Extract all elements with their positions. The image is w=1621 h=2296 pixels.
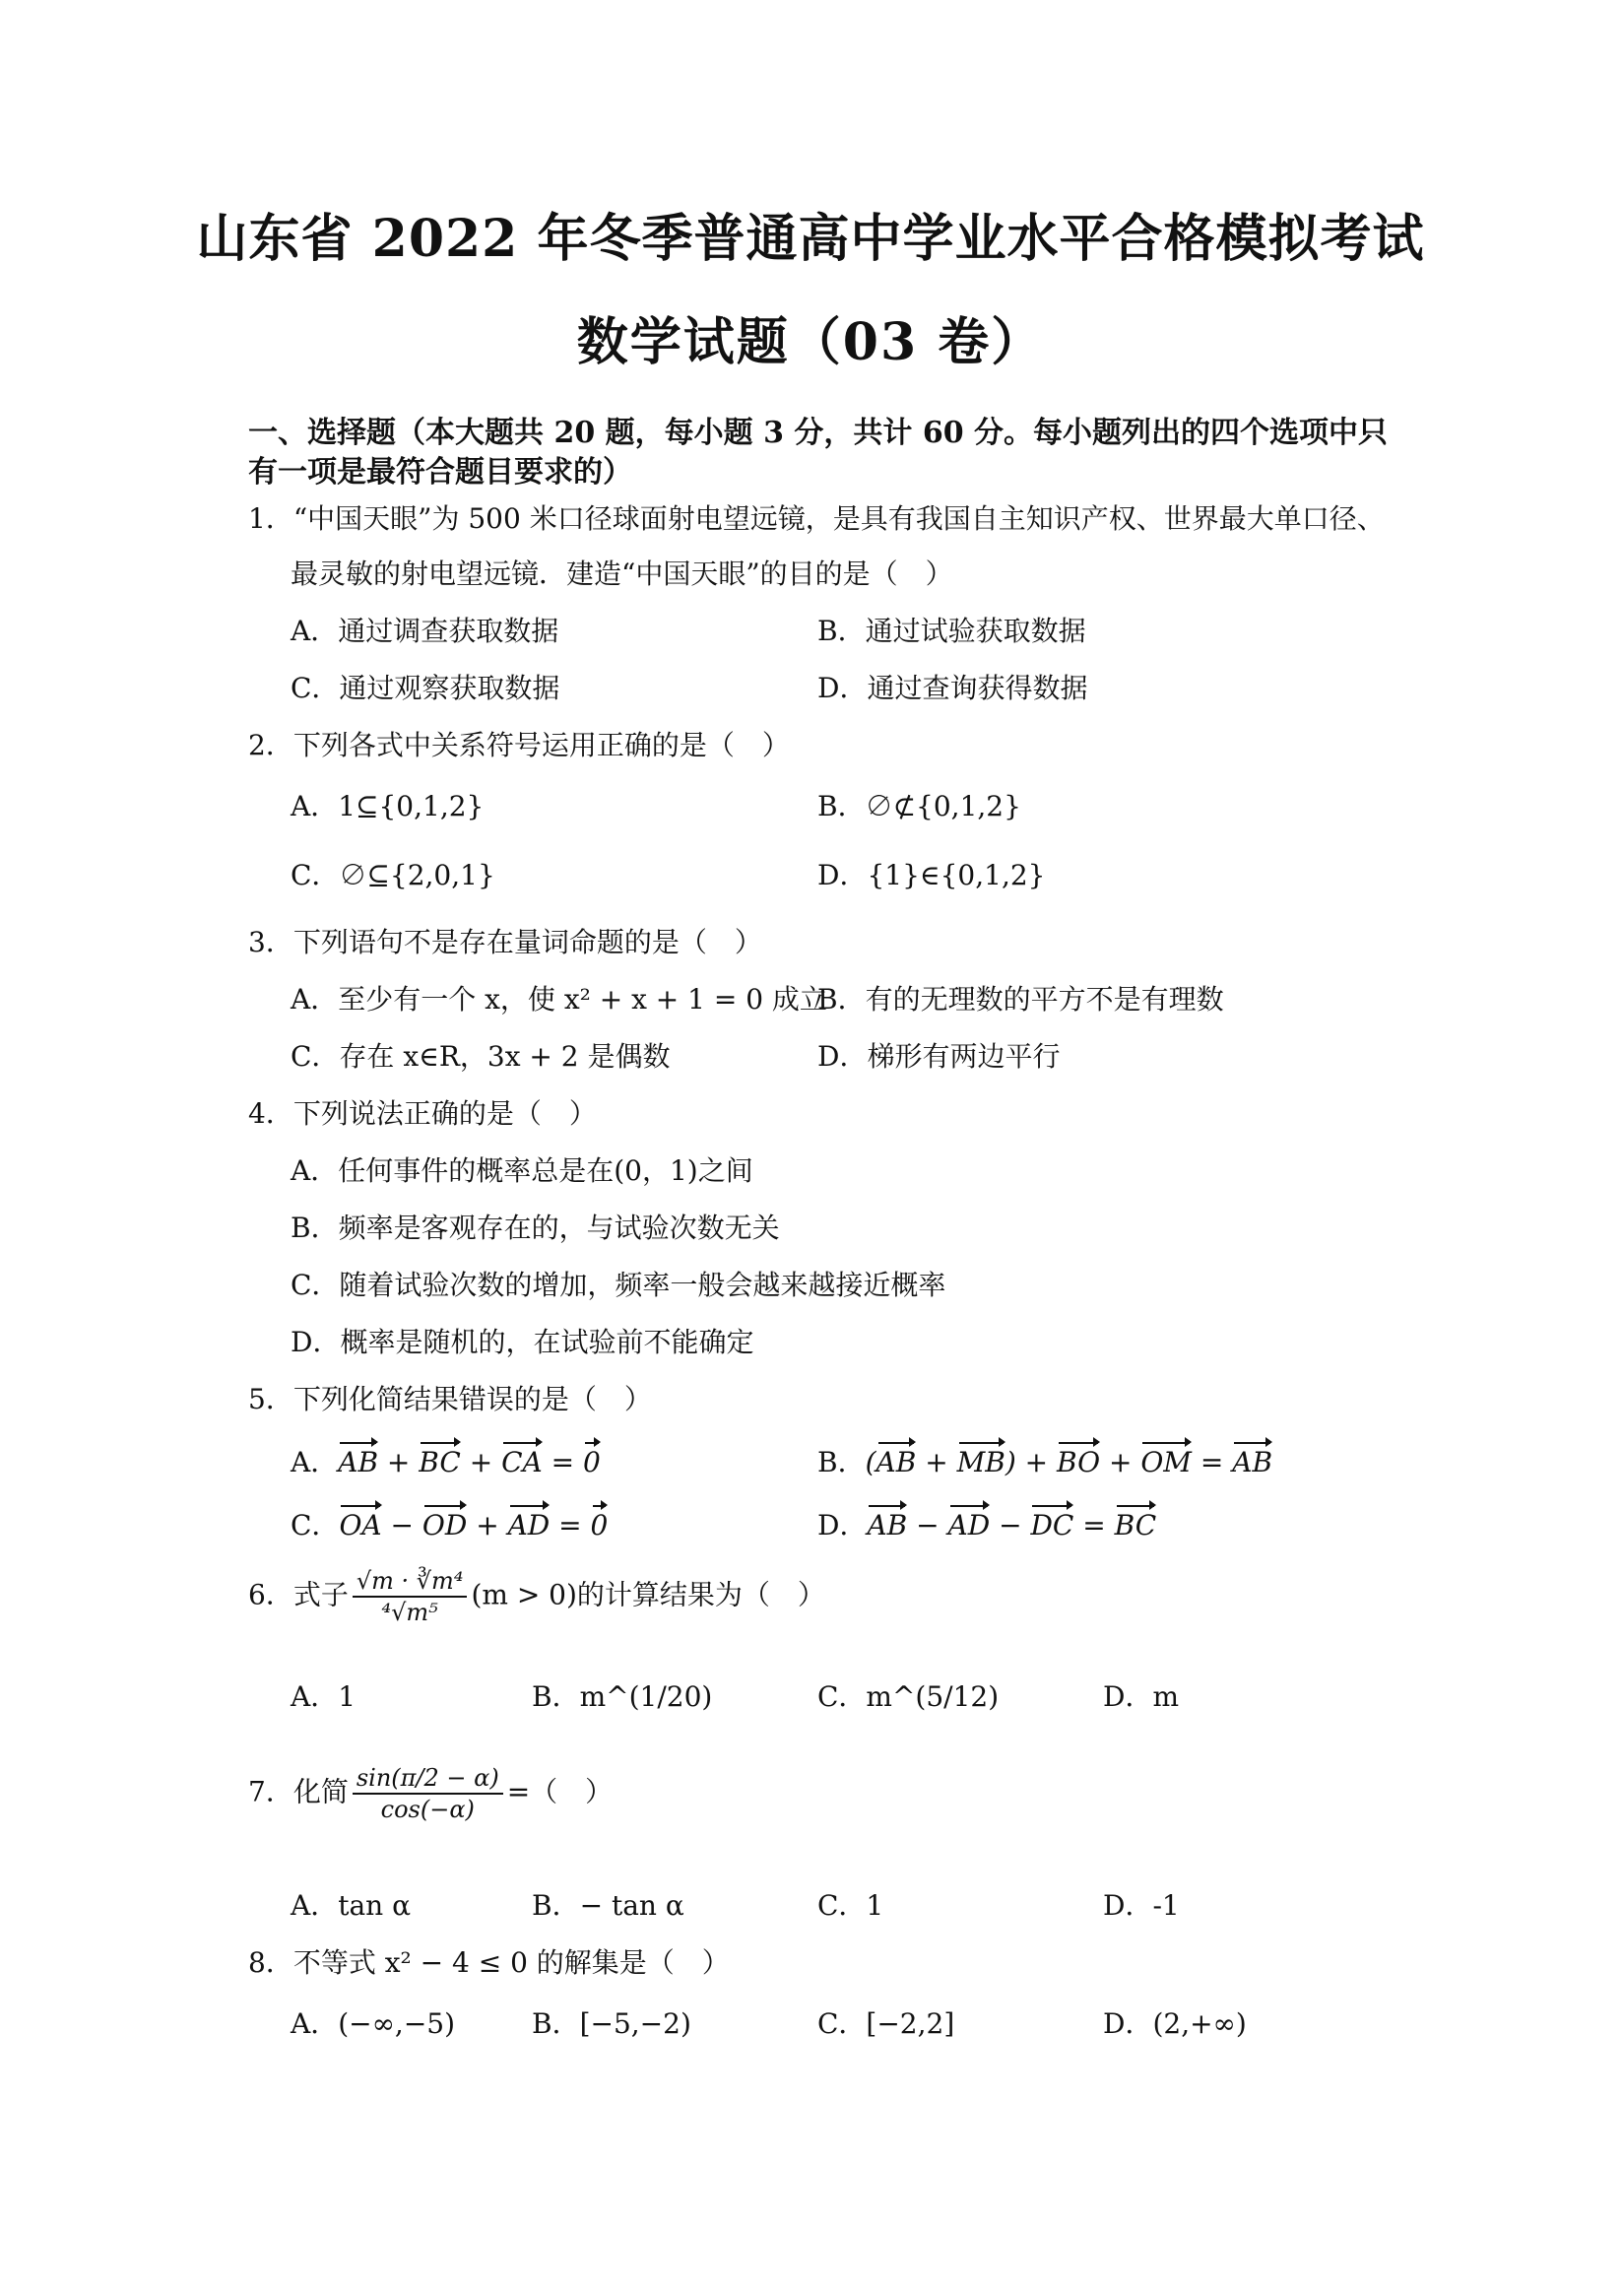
question-2-option-c: C．∅⊆{2,0,1} — [291, 859, 495, 891]
exam-title: 山东省 2022 年冬季普通高中学业水平合格模拟考试 — [196, 209, 1425, 269]
section-heading: 一、选择题（本大题共 20 题，每小题 3 分，共计 60 分。每小题列出的四个选项中只有一项是最符合题目要求的） — [248, 416, 1389, 490]
question-6-option-a: A．1 — [291, 1680, 357, 1713]
question-2-stem: 2．下列各式中关系符号运用正确的是（ ） — [248, 729, 790, 761]
question-2-option-b: B．∅⊄{0,1,2} — [817, 790, 1021, 822]
question-5-option-c: C．OA − OD + AD = 0 — [291, 1509, 609, 1542]
question-6-prefix: 6．式子 — [248, 1578, 349, 1611]
question-3-option-a: A．至少有一个 x，使 x² + x + 1 = 0 成立 — [291, 983, 827, 1016]
option-label: C． — [291, 1509, 340, 1542]
vector-mb: MB — [956, 1446, 1005, 1478]
question-7-stem — [248, 1763, 613, 1824]
vector-ad: AD — [507, 1509, 551, 1542]
question-7-option-d: D．-1 — [1103, 1889, 1180, 1922]
question-1-option-c: C．通过观察获取数据 — [291, 672, 560, 704]
vector-bc: BC — [419, 1446, 461, 1478]
vector-ca: CA — [501, 1446, 543, 1478]
question-3-option-d: D．梯形有两边平行 — [817, 1040, 1061, 1073]
question-4-option-a: A．任何事件的概率总是在(0，1)之间 — [291, 1154, 753, 1187]
zero-vector: 0 — [590, 1509, 609, 1542]
vector-ab: AB — [1232, 1446, 1273, 1478]
question-4-option-b: B．频率是客观存在的，与试验次数无关 — [291, 1212, 780, 1244]
question-2-option-d: D．{1}∈{0,1,2} — [817, 859, 1046, 891]
question-7-prefix: 7．化简 — [248, 1775, 349, 1808]
question-6-suffix: (m > 0)的计算结果为（ ） — [471, 1578, 825, 1611]
question-3-stem: 3．下列语句不是存在量词命题的是（ ） — [248, 926, 762, 958]
question-1-stem-line2: 最灵敏的射电望远镜．建造“中国天眼”的目的是（ ） — [291, 558, 953, 590]
question-5-option-d: D．AB − AD − DC = BC — [817, 1509, 1157, 1542]
question-7-option-b: B．− tan α — [532, 1889, 684, 1922]
fraction-denominator: ⁴√m⁵ — [381, 1599, 438, 1626]
fraction-denominator: cos(−α) — [380, 1796, 475, 1823]
question-8-stem: 8．不等式 x² − 4 ≤ 0 的解集是（ ） — [248, 1946, 730, 1979]
vector-oa: OA — [339, 1509, 382, 1542]
question-6-stem — [248, 1566, 825, 1627]
vector-ab: AB — [875, 1446, 917, 1478]
question-6-option-c: C．m^(5/12) — [817, 1680, 1000, 1713]
question-5-option-b: B．(AB + MB) + BO + OM = AB — [817, 1446, 1273, 1478]
option-label: A． — [291, 1446, 339, 1478]
question-8-option-b: B．[−5,−2) — [532, 2007, 691, 2040]
question-1-option-d: D．通过查询获得数据 — [817, 672, 1088, 704]
vector-bo: BO — [1057, 1446, 1101, 1478]
question-6-fraction — [353, 1566, 468, 1627]
zero-vector: 0 — [583, 1446, 601, 1478]
question-5-stem: 5．下列化简结果错误的是（ ） — [248, 1383, 652, 1415]
question-8-option-d: D．(2,+∞) — [1103, 2007, 1247, 2040]
vector-ad: AD — [947, 1509, 991, 1542]
question-7-option-a: A．tan α — [291, 1889, 412, 1922]
question-5-option-a: A．AB + BC + CA = 0 — [291, 1446, 601, 1478]
question-4-option-d: D．概率是随机的，在试验前不能确定 — [291, 1326, 754, 1358]
vector-ab: AB — [867, 1509, 908, 1542]
question-3-option-b: B．有的无理数的平方不是有理数 — [817, 983, 1224, 1016]
question-7-fraction — [353, 1763, 503, 1824]
vector-om: OM — [1140, 1446, 1192, 1478]
question-8-option-c: C．[−2,2] — [817, 2007, 955, 2040]
question-8-option-a: A．(−∞,−5) — [291, 2007, 456, 2040]
vector-dc: DC — [1030, 1509, 1074, 1542]
fraction-numerator: √m · ∛m⁴ — [353, 1566, 468, 1598]
vector-bc: BC — [1114, 1509, 1157, 1542]
question-1-option-a: A．通过调查获取数据 — [291, 615, 559, 647]
vector-od: OD — [421, 1509, 468, 1542]
question-4-option-c: C．随着试验次数的增加，频率一般会越来越接近概率 — [291, 1269, 946, 1301]
exam-subtitle: 数学试题（03 卷） — [576, 312, 1045, 372]
option-label: B． — [817, 1446, 866, 1478]
question-1-stem-line1: 1．“中国天眼”为 500 米口径球面射电望远镜，是具有我国自主知识产权、世界最大单口径、 — [248, 502, 1385, 535]
question-7-option-c: C．1 — [817, 1889, 884, 1922]
question-4-stem: 4．下列说法正确的是（ ） — [248, 1097, 597, 1130]
question-7-suffix: =（ ） — [506, 1775, 614, 1808]
question-6-option-d: D．m — [1103, 1680, 1180, 1713]
vector-ab: AB — [338, 1446, 379, 1478]
question-2-option-a: A．1⊆{0,1,2} — [291, 790, 485, 822]
question-6-option-b: B．m^(1/20) — [532, 1680, 713, 1713]
question-3-option-c: C．存在 x∈R，3x + 2 是偶数 — [291, 1040, 671, 1073]
option-label: D． — [817, 1509, 868, 1542]
question-1-option-b: B．通过试验获取数据 — [817, 615, 1086, 647]
fraction-numerator: sin(π/2 − α) — [353, 1763, 503, 1795]
